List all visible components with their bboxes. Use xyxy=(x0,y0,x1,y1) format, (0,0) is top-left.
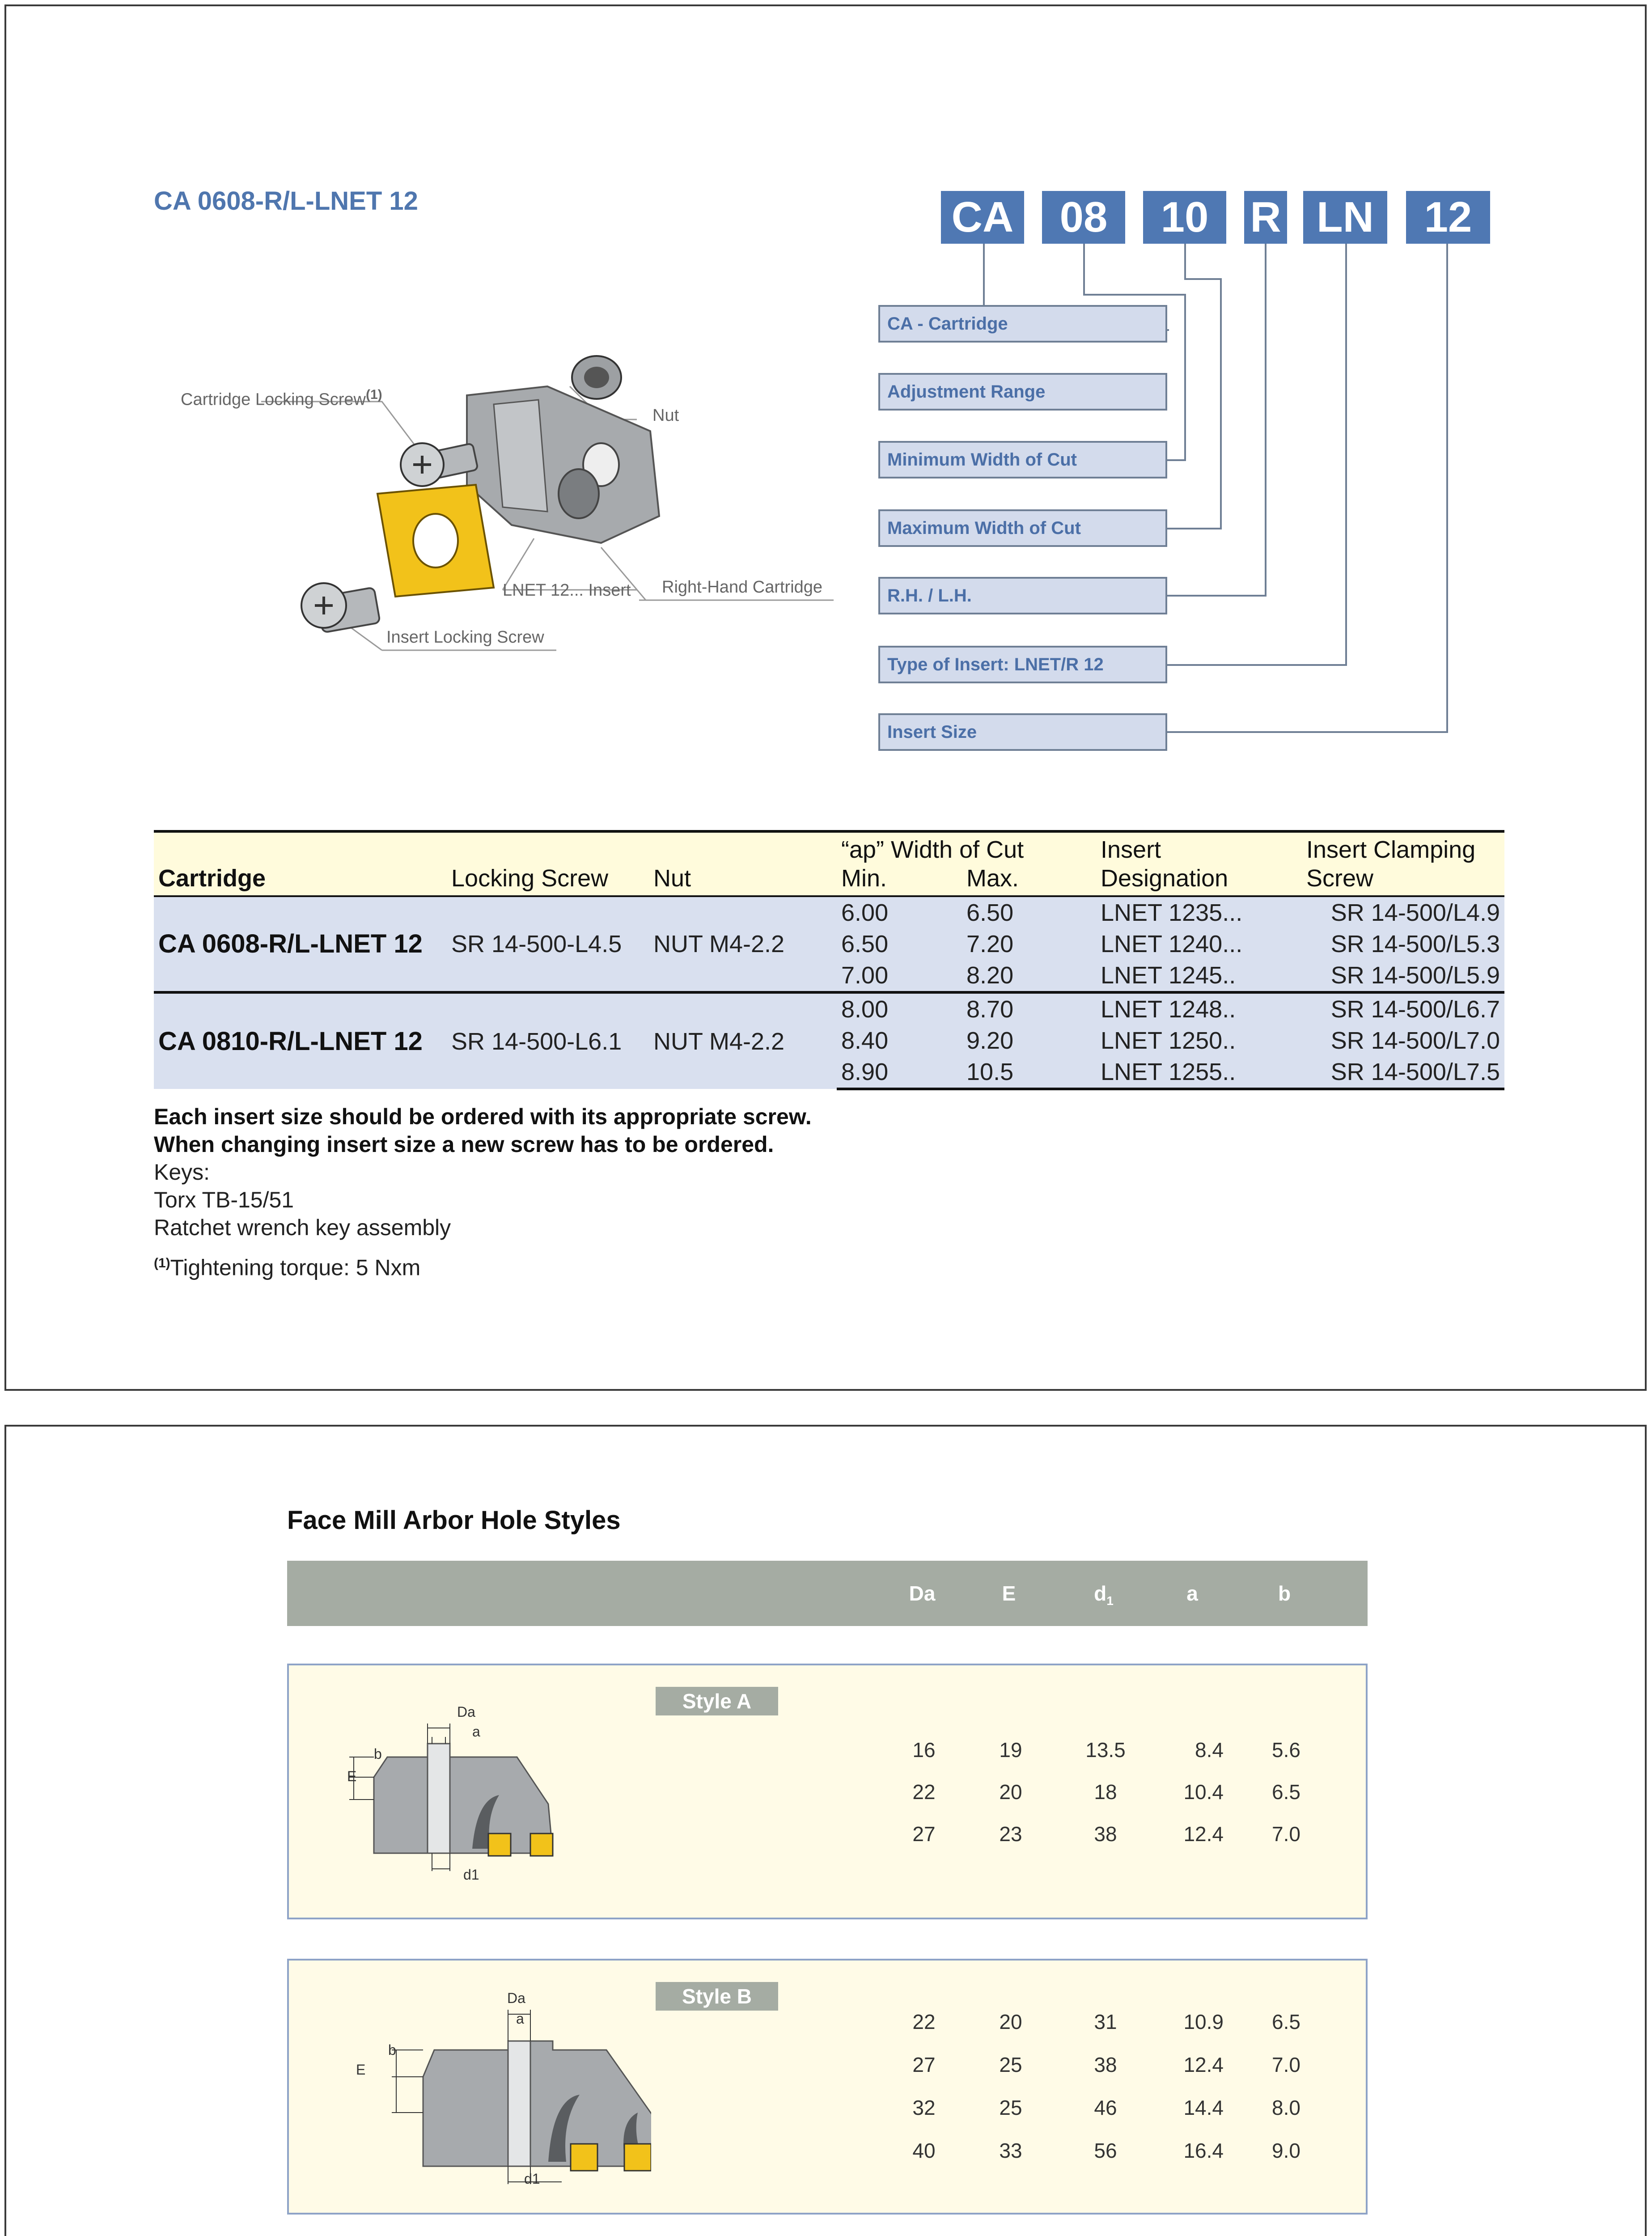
cell-a-0-a: 8.4 xyxy=(1195,1738,1224,1762)
clamping-screw: SR 14-500/L5.3 xyxy=(1330,931,1500,957)
min-width: 8.40 xyxy=(841,1027,889,1054)
cell-b-2-d1: 46 xyxy=(1094,2096,1117,2119)
code-box-10: 10 xyxy=(1143,191,1226,244)
code-box-ca: CA xyxy=(941,191,1024,244)
dim-e: E xyxy=(356,2062,366,2078)
clamping-screw: SR 14-500/L5.9 xyxy=(1330,962,1500,989)
cell-a-2-a: 12.4 xyxy=(1183,1822,1224,1846)
dim-e: E xyxy=(347,1768,357,1784)
note-torque: $^{(1)}$Tightening torque: 5 Nxm xyxy=(154,1255,421,1280)
cell-b-1-a: 12.4 xyxy=(1183,2053,1224,2076)
cell-b-2-e: 25 xyxy=(999,2096,1022,2119)
desc-cartridge: CA - Cartridge xyxy=(878,305,1167,343)
note-key-ratchet: Ratchet wrench key assembly xyxy=(154,1215,451,1240)
cell-a-0-d1: 13.5 xyxy=(1085,1738,1126,1762)
insert-designation: LNET 1250.. xyxy=(1101,1027,1236,1054)
catalog-page-arbor-styles xyxy=(4,1425,1647,2236)
cell-b-2-da: 32 xyxy=(912,2096,936,2119)
cell-a-0-b: 5.6 xyxy=(1272,1738,1300,1762)
insert-designation: LNET 1248.. xyxy=(1096,992,1302,1025)
min-width: 8.00 xyxy=(837,992,962,1025)
style-a-panel xyxy=(287,1664,1368,1919)
max-width: 8.20 xyxy=(966,962,1014,989)
clamping-screw: SR 14-500/L4.9 xyxy=(1330,899,1500,926)
cell-b-1-da: 27 xyxy=(912,2053,936,2076)
callout-right-hand-cartridge: Right-Hand Cartridge xyxy=(662,578,823,597)
hdr-d1: $d_1$ xyxy=(1094,1582,1114,1608)
desc-insert-size: Insert Size xyxy=(878,713,1167,751)
cartridge-group-0608 xyxy=(154,896,1504,992)
max-width: 7.20 xyxy=(966,931,1014,957)
note-key-torx: Torx TB-15/51 xyxy=(154,1187,294,1212)
locking-screw: SR 14-500-L4.5 xyxy=(451,931,622,957)
page-title: Face Mill Arbor Hole Styles xyxy=(287,1506,621,1535)
callout-insert: LNET 12... Insert xyxy=(503,581,631,600)
col-locking-screw: Locking Screw xyxy=(447,831,649,896)
cell-a-0-e: 19 xyxy=(999,1738,1022,1762)
cell-a-1-a: 10.4 xyxy=(1183,1780,1224,1804)
catalog-page-cartridge xyxy=(4,4,1647,1391)
ordering-notes xyxy=(154,1103,812,1282)
cartridge-name: CA 0810-R/L-LNET 12 xyxy=(154,992,447,1089)
style-b-panel xyxy=(287,1959,1368,2215)
page-title: CA 0608-R/L-LNET 12 xyxy=(154,186,418,216)
code-box-ln: LN xyxy=(1303,191,1387,244)
table-header-row xyxy=(154,831,1504,896)
col-clamping-screw xyxy=(1302,831,1504,896)
cell-a-1-da: 22 xyxy=(912,1780,936,1804)
callout-insert-locking-screw: Insert Locking Screw xyxy=(386,628,544,647)
cell-b-3-d1: 56 xyxy=(1094,2139,1117,2162)
cell-b-3-b: 9.0 xyxy=(1272,2139,1300,2162)
desc-max-width: Maximum Width of Cut xyxy=(878,509,1167,547)
col-ap-width xyxy=(837,831,1096,896)
cell-b-0-d1: 31 xyxy=(1094,2010,1117,2033)
min-width: 7.00 xyxy=(841,962,889,989)
dim-d1: d1 xyxy=(524,2171,540,2187)
insert-designation: LNET 1235... xyxy=(1101,899,1243,926)
desc-adjustment-range: Adjustment Range xyxy=(878,373,1167,411)
cell-b-3-a: 16.4 xyxy=(1183,2139,1224,2162)
cell-a-2-d1: 38 xyxy=(1094,1822,1117,1846)
note-order-screw: Each insert size should be ordered with its appropriate screw. xyxy=(154,1104,812,1129)
min-width: 8.90 xyxy=(837,1056,962,1089)
max-width: 10.5 xyxy=(962,1056,1096,1089)
col-insert-designation xyxy=(1096,831,1302,896)
cell-b-1-b: 7.0 xyxy=(1272,2053,1300,2076)
clamping-screw: SR 14-500/L6.7 xyxy=(1302,992,1504,1025)
max-width: 6.50 xyxy=(966,899,1014,926)
max-width: 8.70 xyxy=(962,992,1096,1025)
nut: NUT M4-2.2 xyxy=(649,992,837,1089)
col-ap-width-label: “ap” Width of Cut xyxy=(841,836,1024,863)
hdr-da: Da xyxy=(909,1582,936,1605)
hdr-e: E xyxy=(1002,1582,1016,1605)
col-max: Max. xyxy=(966,865,1019,892)
code-box-r: R xyxy=(1244,191,1287,244)
col-cartridge: Cartridge xyxy=(154,831,447,896)
code-box-08: 08 xyxy=(1042,191,1125,244)
callout-nut: Nut xyxy=(652,406,679,425)
cell-b-3-e: 33 xyxy=(999,2139,1022,2162)
insert-designation: LNET 1245.. xyxy=(1101,962,1236,989)
style-a-label: Style A xyxy=(656,1687,778,1715)
cell-b-0-da: 22 xyxy=(912,2010,936,2033)
max-width: 9.20 xyxy=(966,1027,1014,1054)
cell-a-1-d1: 18 xyxy=(1094,1780,1117,1804)
col-clamp-label-2: Screw xyxy=(1306,865,1374,892)
locking-screw: SR 14-500-L6.1 xyxy=(447,992,649,1089)
dim-a: a xyxy=(516,2011,524,2027)
nut: NUT M4-2.2 xyxy=(653,931,785,957)
clamping-screw: SR 14-500/L7.5 xyxy=(1302,1056,1504,1089)
desc-min-width: Minimum Width of Cut xyxy=(878,441,1167,479)
callout-cartridge-locking-screw: Cartridge Locking Screw$^{(1)}$ xyxy=(181,387,382,409)
cell-b-1-d1: 38 xyxy=(1094,2053,1117,2076)
desc-insert-type: Type of Insert: LNET/R 12 xyxy=(878,646,1167,683)
dim-a: a xyxy=(472,1724,480,1740)
insert-designation: LNET 1240... xyxy=(1101,931,1243,957)
cell-a-0-da: 16 xyxy=(912,1738,936,1762)
col-insert-label-2: Designation xyxy=(1101,865,1228,892)
cell-a-2-da: 27 xyxy=(912,1822,936,1846)
cell-b-2-b: 8.0 xyxy=(1272,2096,1300,2119)
col-nut: Nut xyxy=(649,831,837,896)
dim-d1: d1 xyxy=(463,1867,479,1883)
cell-b-0-e: 20 xyxy=(999,2010,1022,2033)
cartridge-assembly-illustration xyxy=(154,337,851,668)
hdr-a: a xyxy=(1186,1582,1198,1605)
header-bar-styles-ab xyxy=(287,1561,1368,1626)
style-b-label: Style B xyxy=(656,1982,778,2011)
dim-da: Da xyxy=(507,1990,525,2006)
note-new-screw: When changing insert size a new screw has to be ordered. xyxy=(154,1132,774,1157)
min-width: 6.00 xyxy=(841,899,889,926)
cell-a-1-b: 6.5 xyxy=(1272,1780,1300,1804)
cartridge-table xyxy=(154,830,1504,1090)
cell-b-0-b: 6.5 xyxy=(1272,2010,1300,2033)
cell-b-0-a: 10.9 xyxy=(1183,2010,1224,2033)
style-b-tool-drawing xyxy=(338,1987,651,2202)
dim-da: Da xyxy=(457,1704,475,1720)
note-keys: Keys: xyxy=(154,1160,210,1185)
col-min: Min. xyxy=(841,865,887,892)
cell-b-1-e: 25 xyxy=(999,2053,1022,2076)
dim-b: b xyxy=(388,2042,396,2058)
cartridge-name: CA 0608-R/L-LNET 12 xyxy=(158,929,423,958)
col-insert-label-1: Insert xyxy=(1101,836,1161,863)
table-row xyxy=(154,896,1504,928)
table-row xyxy=(154,992,1504,1025)
cartridge-group-0810 xyxy=(154,992,1504,1089)
col-clamp-label-1: Insert Clamping xyxy=(1306,836,1476,863)
cell-a-1-e: 20 xyxy=(999,1780,1022,1804)
desc-hand: R.H. / L.H. xyxy=(878,577,1167,614)
cell-a-2-e: 23 xyxy=(999,1822,1022,1846)
code-box-12: 12 xyxy=(1406,191,1490,244)
hdr-b: b xyxy=(1278,1582,1291,1605)
cell-a-2-b: 7.0 xyxy=(1272,1822,1300,1846)
dim-b: b xyxy=(374,1746,382,1762)
cell-b-2-a: 14.4 xyxy=(1183,2096,1224,2119)
insert-designation: LNET 1255.. xyxy=(1096,1056,1302,1089)
cell-b-3-da: 40 xyxy=(912,2139,936,2162)
min-width: 6.50 xyxy=(841,931,889,957)
clamping-screw: SR 14-500/L7.0 xyxy=(1330,1027,1500,1054)
